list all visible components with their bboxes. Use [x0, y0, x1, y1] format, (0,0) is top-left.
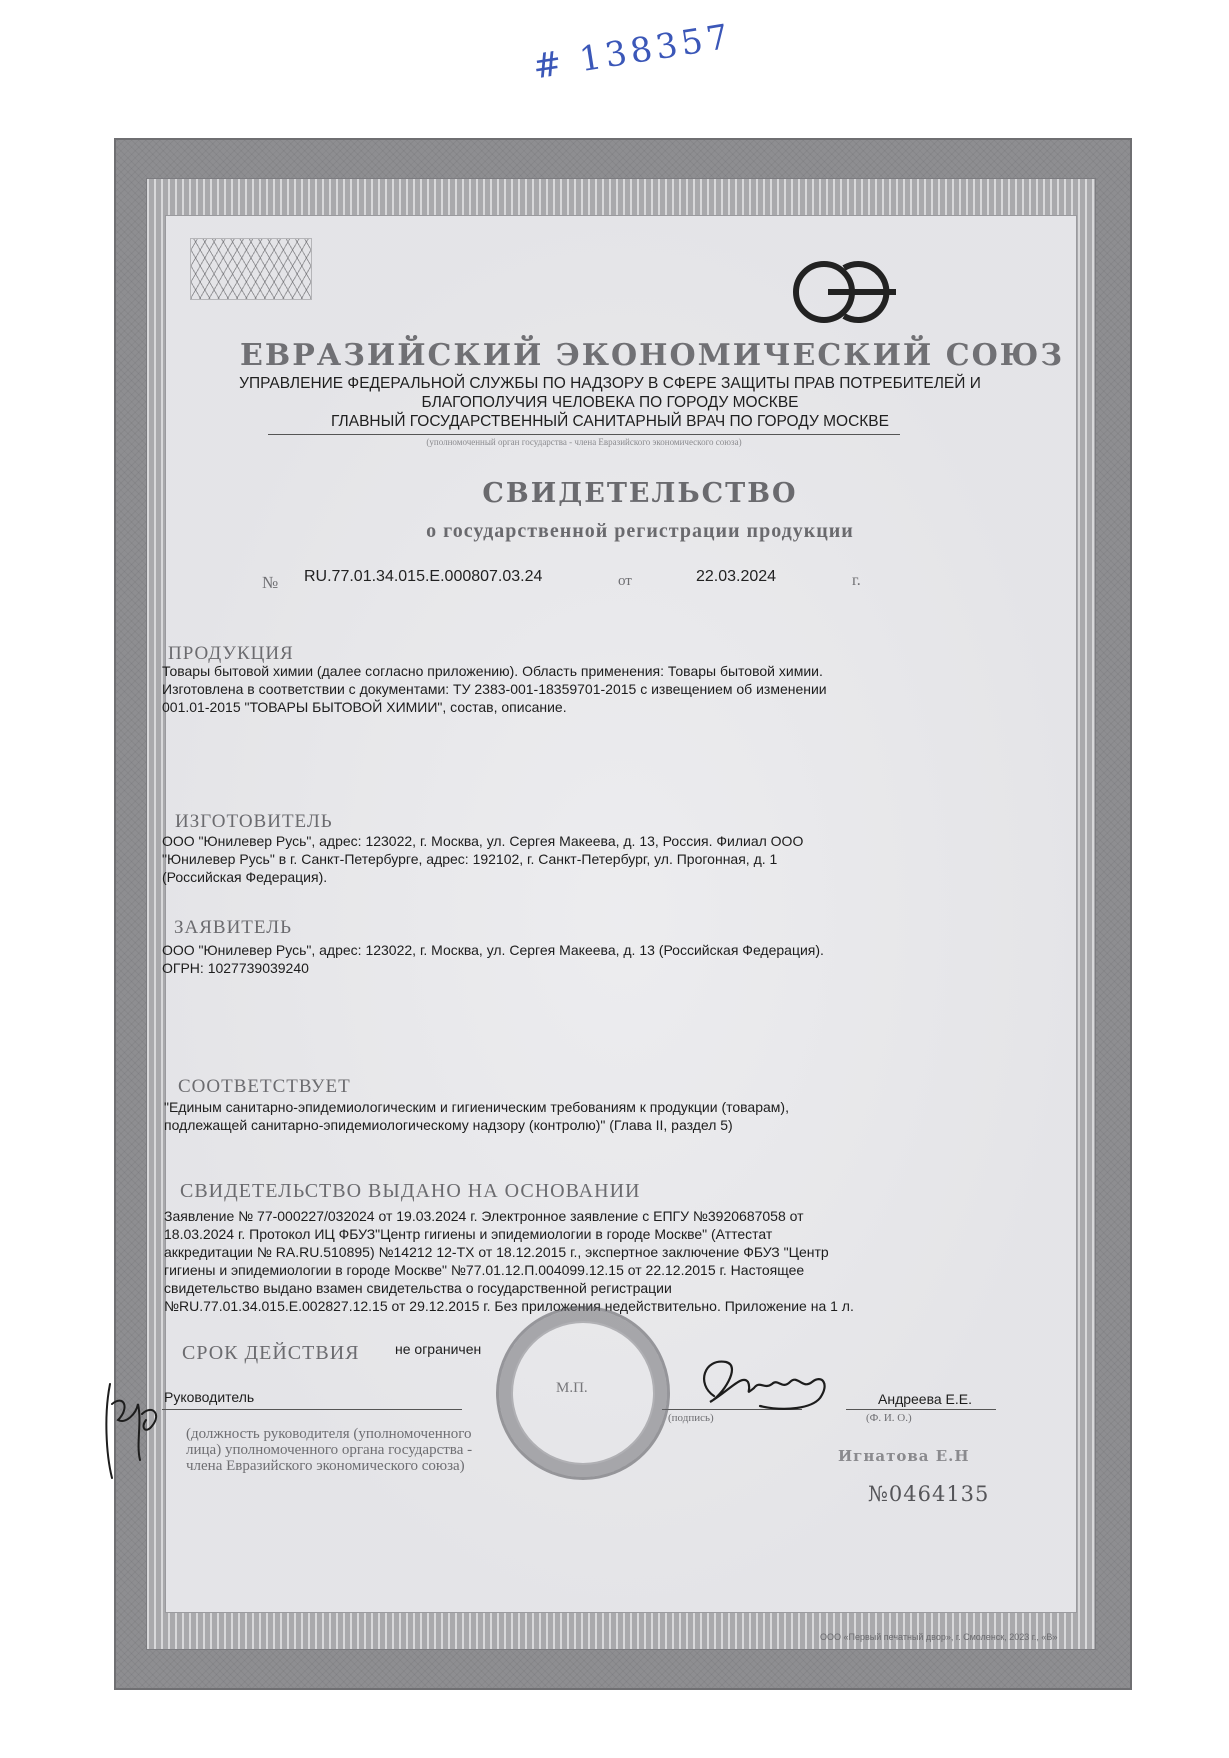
name-caption: (Ф. И. О.) [866, 1412, 912, 1424]
date-label: от [618, 573, 632, 589]
number-label: № [262, 573, 279, 592]
basis-line: гигиены и эпидемиологии в городе Москве" №77.01.12.П.004099.12.15 от 22.12.2015 г. Настоящее [164, 1262, 805, 1278]
basis-text [164, 1207, 1084, 1315]
validity-value: не ограничен [395, 1341, 482, 1357]
handwritten-signature-icon [690, 1350, 840, 1420]
certificate-number: RU.77.01.34.015.E.000807.03.24 [304, 568, 543, 585]
seal-mark: М.П. [556, 1380, 588, 1396]
conforms-heading: СООТВЕТСТВУЕТ [178, 1076, 351, 1097]
basis-line: аккредитации № RA.RU.510895) №14212 12-ТХ от 18.12.2015 г., экспертное заключение ФБУЗ "Центр [164, 1244, 829, 1260]
conforms-text [164, 1098, 1064, 1134]
certificate-date: 22.03.2024 [696, 568, 777, 585]
basis-line: №RU.77.01.34.015.Е.002827.12.15 от 29.12.2015 г. Без приложения недействительно. Приложение на 1 л. [164, 1298, 854, 1314]
applicant-heading: ЗАЯВИТЕЛЬ [174, 917, 293, 938]
basis-line: Заявление № 77-000227/032024 от 19.03.2024 г. Электронное заявление с ЕПГУ №3920687058 от [164, 1208, 804, 1224]
signatory-name: Андреева Е.Е. [878, 1391, 973, 1407]
eac-logo-icon [792, 258, 904, 326]
conforms-line: "Единым санитарно-эпидемиологическим и гигиеническим требованиям к продукции (товарам), [164, 1099, 789, 1115]
agency-underline [268, 434, 900, 435]
product-line: 001.01-2015 "ТОВАРЫ БЫТОВОЙ ХИМИИ", состав, описание. [162, 699, 567, 715]
signatory-role: Руководитель [164, 1389, 255, 1405]
document-subtitle: о государственной регистрации продукции [426, 520, 854, 542]
product-heading: ПРОДУКЦИЯ [168, 643, 294, 664]
conforms-line: подлежащей санитарно-эпидемиологическому надзору (контролю)" (Глава II, раздел 5) [164, 1117, 733, 1133]
handwritten-registry-note: # 138357 [530, 16, 735, 88]
security-hatch-pattern [190, 238, 312, 300]
position-caption-line: члена Евразийского экономического союза) [186, 1458, 465, 1474]
agency-line: УПРАВЛЕНИЕ ФЕДЕРАЛЬНОЙ СЛУЖБЫ ПО НАДЗОРУ В СФЕРЕ ЗАЩИТЫ ПРАВ ПОТРЕБИТЕЛЕЙ И [239, 375, 981, 392]
basis-line: свидетельство выдано взамен свидетельства о государственной регистрации [164, 1280, 672, 1296]
position-caption-line: лица) уполномоченного органа государства - [186, 1442, 473, 1458]
product-text [162, 662, 1062, 716]
name-stamp: Игнатова Е.Н [838, 1447, 970, 1465]
manufacturer-line: (Российская Федерация). [162, 869, 328, 885]
agency-line: БЛАГОПОЛУЧИЯ ЧЕЛОВЕКА ПО ГОРОДУ МОСКВЕ [421, 394, 799, 411]
applicant-text [162, 941, 1062, 977]
date-suffix: г. [852, 572, 861, 589]
manufacturer-line: "Юнилевер Русь" в г. Санкт-Петербурге, адрес: 192102, г. Санкт-Петербург, ул. Прогонная, д. 1 [162, 851, 778, 867]
position-caption [186, 1426, 472, 1474]
role-underline [162, 1409, 462, 1410]
blank-serial-number: №0464135 [868, 1482, 990, 1506]
document-title: СВИДЕТЕЛЬСТВО [482, 478, 798, 509]
agency-line: ГЛАВНЫЙ ГОСУДАРСТВЕННЫЙ САНИТАРНЫЙ ВРАЧ ПО ГОРОДУ МОСКВЕ [331, 413, 889, 430]
manufacturer-heading: ИЗГОТОВИТЕЛЬ [175, 811, 333, 832]
basis-line: 18.03.2024 г. Протокол ИЦ ФБУЗ"Центр гигиены и эпидемиологии в городе Москве" (Аттестат [164, 1226, 773, 1242]
issuing-agency [160, 374, 1060, 431]
name-underline [846, 1409, 996, 1410]
printer-info: ООО «Первый печатный двор», г. Смоленск, 2023 г., «В» [820, 1632, 1058, 1642]
applicant-line: ОГРН: 1027739039240 [162, 960, 309, 976]
margin-initials-icon [96, 1374, 166, 1484]
product-line: Изготовлена в соответствии с документами: ТУ 2383-001-18359701-2015 с извещением об изменении [162, 681, 827, 697]
signature-caption: (подпись) [668, 1412, 714, 1424]
position-caption-line: (должность руководителя (уполномоченного [186, 1426, 472, 1442]
product-line: Товары бытовой химии (далее согласно приложению). Область применения: Товары бытовой химии. [162, 663, 823, 679]
agency-caption: (уполномоченный орган государства - члена Евразийского экономического союза) [426, 437, 742, 447]
applicant-line: ООО "Юнилевер Русь", адрес: 123022, г. Москва, ул. Сергея Макеева, д. 13 (Российская Федерация). [162, 942, 824, 958]
manufacturer-text [162, 832, 1062, 886]
basis-heading: СВИДЕТЕЛЬСТВО ВЫДАНО НА ОСНОВАНИИ [180, 1180, 641, 1202]
union-title: ЕВРАЗИЙСКИЙ ЭКОНОМИЧЕСКИЙ СОЮЗ [240, 338, 1064, 373]
validity-heading: СРОК ДЕЙСТВИЯ [182, 1342, 360, 1364]
manufacturer-line: ООО "Юнилевер Русь", адрес: 123022, г. Москва, ул. Сергея Макеева, д. 13, Россия. Филиал ООО [162, 833, 804, 849]
